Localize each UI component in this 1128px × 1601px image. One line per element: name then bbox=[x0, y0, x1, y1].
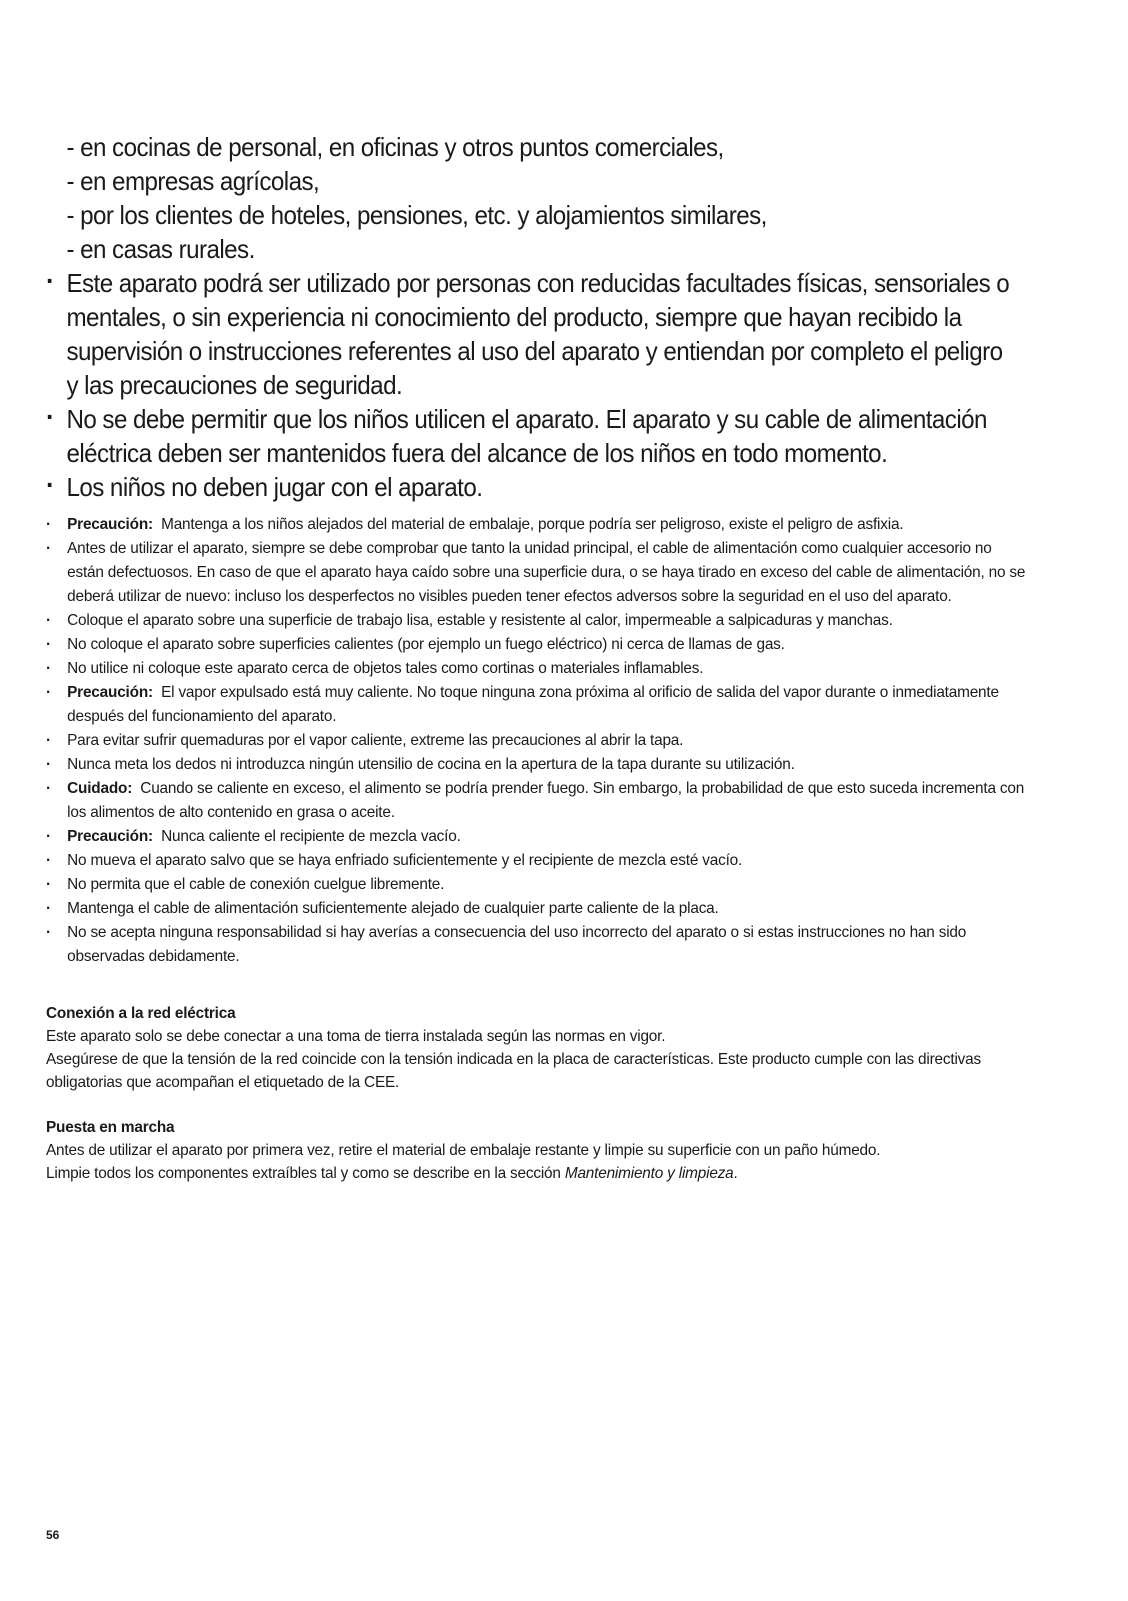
small-bullet bbox=[46, 681, 1030, 729]
section-paragraph: Este aparato solo se debe conectar a una toma de tierra instalada según las normas en vigor. bbox=[46, 1028, 666, 1045]
bullet-label: Precaución: bbox=[67, 684, 153, 701]
bullet-text: Nunca meta los dedos ni introduzca ningún utensilio de cocina en la apertura de la tapa durante su utilización. bbox=[67, 756, 795, 773]
small-bullet bbox=[46, 873, 1030, 897]
small-bullet bbox=[46, 753, 1030, 777]
small-bullet bbox=[46, 777, 1030, 825]
large-text-section bbox=[46, 130, 1013, 504]
bullet-text: Para evitar sufrir quemaduras por el vapor caliente, extreme las precauciones al abrir la tapa. bbox=[67, 732, 684, 749]
bullet-text: No coloque el aparato sobre superficies calientes (por ejemplo un fuego eléctrico) ni cerca de llamas de gas. bbox=[67, 636, 785, 653]
section-heading-connection: Conexión a la red eléctrica bbox=[46, 1005, 236, 1022]
small-bullet bbox=[46, 729, 1030, 753]
section-text: Limpie todos los componentes extraíbles tal y como se describe en la sección bbox=[46, 1165, 565, 1182]
small-bullet bbox=[46, 897, 1030, 921]
page-number: 56 bbox=[46, 1528, 60, 1542]
bullet-label: Precaución: bbox=[67, 516, 153, 533]
bullet-text: No permita que el cable de conexión cuelgue libremente. bbox=[67, 876, 445, 893]
bullet-text: No utilice ni coloque este aparato cerca de objetos tales como cortinas o materiales inflamables. bbox=[67, 660, 704, 677]
section-text: . bbox=[733, 1165, 738, 1182]
bullet-text: No mueva el aparato salvo que se haya enfriado suficientemente y el recipiente de mezcla esté vacío. bbox=[67, 852, 743, 869]
small-bullet bbox=[46, 633, 1030, 657]
bullet-text: Mantenga a los niños alejados del material de embalaje, porque podría ser peligroso, existe el peligro de asfixia. bbox=[161, 516, 904, 533]
large-bullet: · Este aparato podrá ser utilizado por personas con reducidas facultades físicas, sensoriales o mentales, o sin experiencia ni conocimiento del producto, siempre que hayan recibido la supervisión o instrucciones referentes al uso del aparato y entiendan por completo el peligro y las precauciones de seguridad. bbox=[46, 266, 1013, 402]
section-paragraph: Antes de utilizar el aparato por primera vez, retire el material de embalaje restante y limpie su superficie con un paño húmedo. bbox=[46, 1142, 881, 1159]
dash-item: - en cocinas de personal, en oficinas y otros puntos comerciales, bbox=[66, 132, 724, 162]
small-bullet bbox=[46, 537, 1030, 609]
dash-item: - en empresas agrícolas, bbox=[66, 166, 320, 196]
dash-item: - por los clientes de hoteles, pensiones, etc. y alojamientos similares, bbox=[66, 200, 767, 230]
section-paragraph: Asegúrese de que la tensión de la red coincide con la tensión indicada en la placa de características. Este producto cumple con las directivas obligatorias que acompañan el etiquetado de la CEE. bbox=[46, 1051, 982, 1091]
small-bullet bbox=[46, 825, 1030, 849]
bullet-text: El vapor expulsado está muy caliente. No toque ninguna zona próxima al orificio de salida del vapor durante o inmediatamente después del funcionamiento del aparato. bbox=[67, 684, 999, 725]
bullet-text: Coloque el aparato sobre una superficie de trabajo lisa, estable y resistente al calor, impermeable a salpicaduras y manchas. bbox=[67, 612, 893, 629]
small-bullet bbox=[46, 513, 1030, 537]
small-bullet bbox=[46, 609, 1030, 633]
bullet-text: Mantenga el cable de alimentación suficientemente alejado de cualquier parte caliente de la placa. bbox=[67, 900, 719, 917]
small-bullet bbox=[46, 657, 1030, 681]
section-paragraph bbox=[46, 1162, 1035, 1185]
small-bullet-list bbox=[46, 513, 1030, 969]
bullet-text: Nunca caliente el recipiente de mezcla vacío. bbox=[161, 828, 461, 845]
large-bullet: · Los niños no deben jugar con el aparato. bbox=[46, 470, 1013, 504]
small-bullet bbox=[46, 849, 1030, 873]
bullet-label: Precaución: bbox=[67, 828, 153, 845]
bullet-text: No se acepta ninguna responsabilidad si hay averías a consecuencia del uso incorrecto del aparato o si estas instrucciones no han sido observadas debidamente. bbox=[67, 924, 967, 965]
bullet-text: Antes de utilizar el aparato, siempre se debe comprobar que tanto la unidad principal, el cable de alimentación como cualquier accesorio no están defectuosos. En caso de que el aparato haya caído sobre una superficie dura, o se haya tirado en exceso del cable de alimentación, no se deberá utilizar de nuevo: incluso los desperfectos no visibles pueden tener efectos adversos sobre la seguridad en el uso del aparato. bbox=[67, 540, 1026, 605]
bullet-label: Cuidado: bbox=[67, 780, 133, 797]
section-heading-startup: Puesta en marcha bbox=[46, 1119, 175, 1136]
large-bullet: · No se debe permitir que los niños utilicen el aparato. El aparato y su cable de alimentación eléctrica deben ser mantenidos fuera del alcance de los niños en todo momento. bbox=[46, 402, 1013, 470]
dash-item: - en casas rurales. bbox=[66, 234, 255, 264]
section-reference: Mantenimiento y limpieza bbox=[564, 1165, 734, 1182]
section-spacer bbox=[46, 1094, 1035, 1116]
small-bullet bbox=[46, 921, 1030, 969]
bullet-text: Cuando se caliente en exceso, el alimento se podría prender fuego. Sin embargo, la probabilidad de que esto suceda incrementa con los alimentos de alto contenido en grasa o aceite. bbox=[67, 780, 1025, 821]
info-sections bbox=[46, 1002, 1035, 1185]
